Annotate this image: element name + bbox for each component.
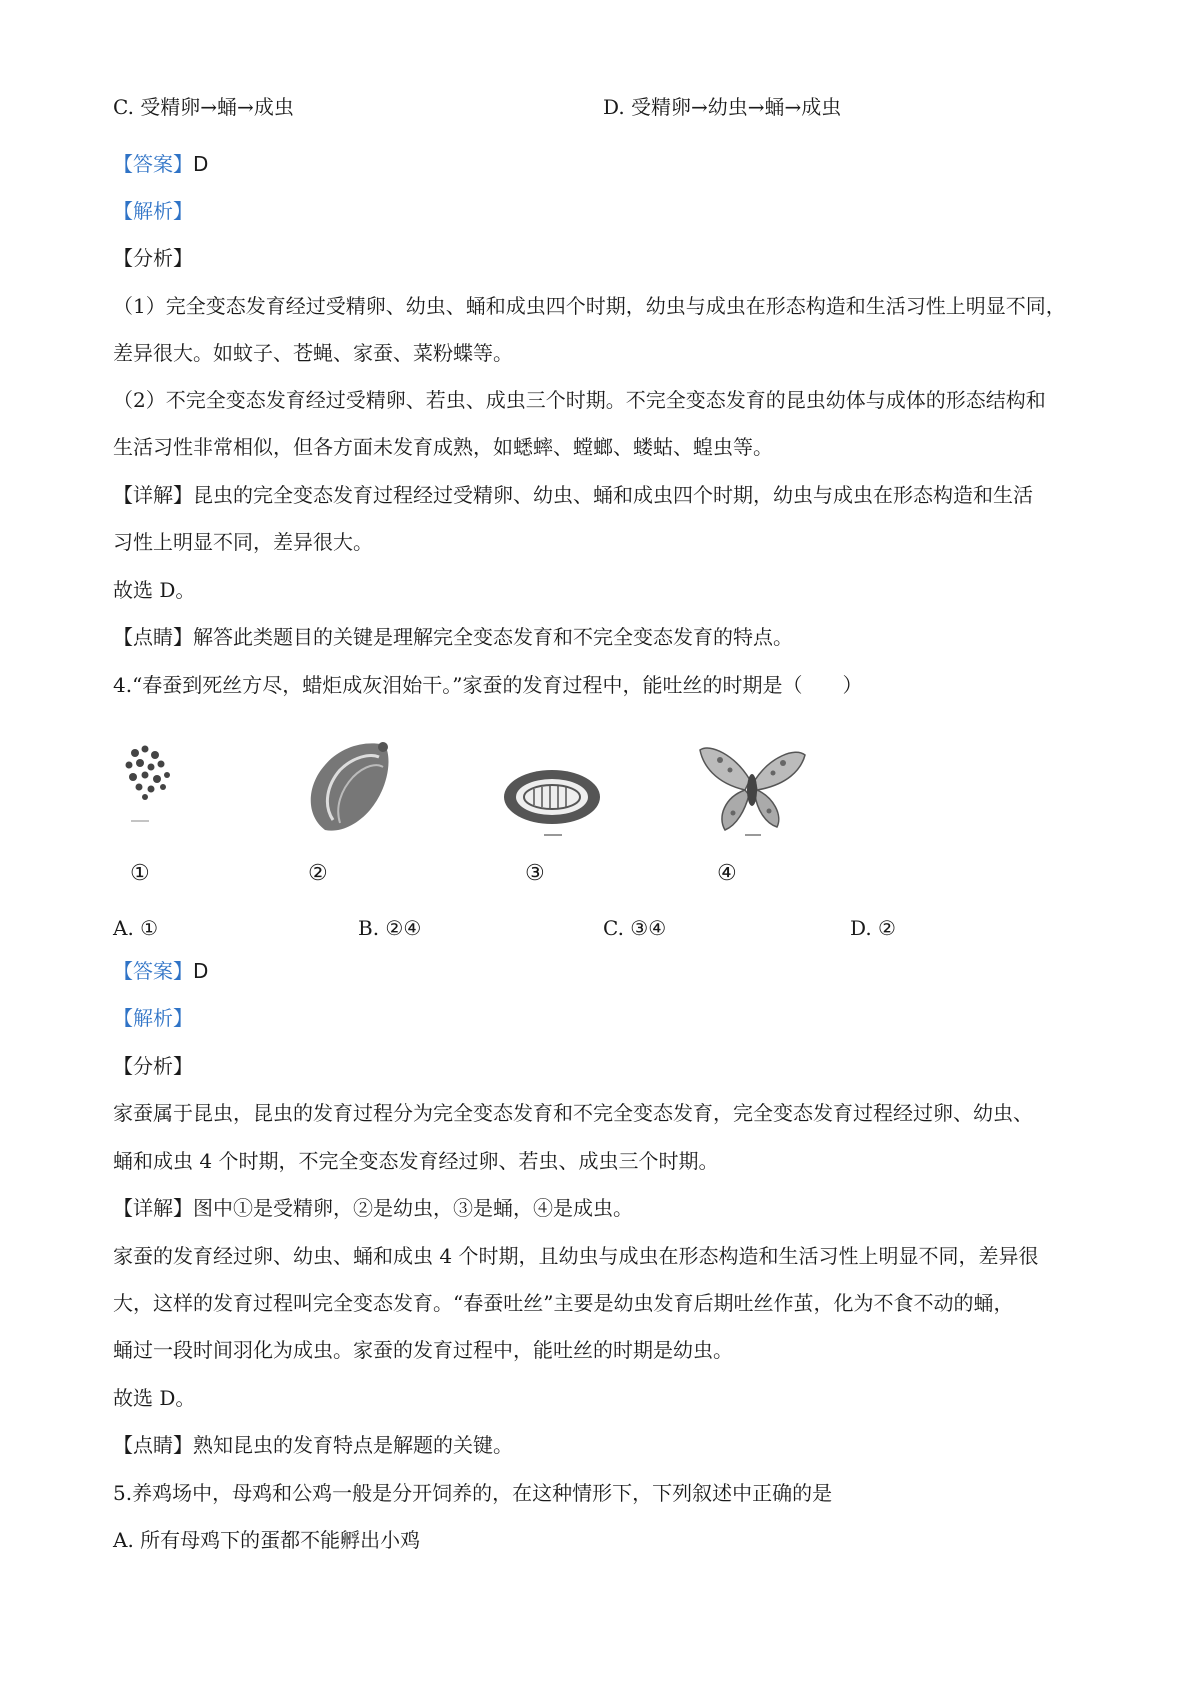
q4-detail-line4: 蛹过一段时间羽化为成虫。家蚕的发育过程中，能吐丝的时期是幼虫。 [113,1338,733,1362]
q4-para1-line2: 蛹和成虫 4 个时期，不完全变态发育经过卵、若虫、成虫三个时期。 [113,1149,719,1173]
q3-answer-line [113,150,208,178]
q4-option-d: D. ② [850,916,896,940]
q4-choose: 故选 D。 [113,1386,196,1410]
q4-analysis-tag: 【解析】 [113,1006,193,1030]
q3-option-d: D. 受精卵→幼虫→蛹→成虫 [603,95,842,119]
larva-image [295,735,405,840]
egg-cluster-image [115,735,195,825]
q4-fenxi-heading: 【分析】 [113,1054,193,1078]
q3-para1-line1: （1）完全变态发育经过受精卵、幼虫、蛹和成虫四个时期，幼虫与成虫在形态构造和生活习性上明显不同， [113,294,1066,318]
q3-comment: 【点睛】解答此类题目的关键是理解完全变态发育和不完全变态发育的特点。 [113,625,793,649]
q5-stem: 5.养鸡场中，母鸡和公鸡一般是分开饲养的，在这种情形下，下列叙述中正确的是 [113,1481,833,1505]
q3-para2-line2: 生活习性非常相似，但各方面未发育成熟，如蟋蟀、螳螂、蝼蛄、蝗虫等。 [113,435,773,459]
q3-choose: 故选 D。 [113,578,196,602]
q3-option-c: C. 受精卵→蛹→成虫 [113,95,294,119]
q4-option-c: C. ③④ [603,916,667,940]
answer-value: D [193,959,209,983]
fig-label-3: ③ [525,861,545,886]
q4-detail-line2: 家蚕的发育经过卵、幼虫、蛹和成虫 4 个时期，且幼虫与成虫在形态构造和生活习性上明显不同，差异很 [113,1244,1039,1268]
q3-detail-line2: 习性上明显不同，差异很大。 [113,530,373,554]
q3-detail-line1: 【详解】昆虫的完全变态发育过程经过受精卵、幼虫、蛹和成虫四个时期，幼虫与成虫在形态构造和生活 [113,483,1033,507]
q3-fenxi-heading: 【分析】 [113,246,193,270]
fig-label-4: ④ [717,861,737,886]
q4-answer-line [113,957,208,985]
q3-para1-line2: 差异很大。如蚊子、苍蝇、家蚕、菜粉蝶等。 [113,341,513,365]
answer-tag: 【答案】 [113,959,193,983]
q4-detail-line3: 大，这样的发育过程叫完全变态发育。“春蚕吐丝”主要是幼虫发育后期吐丝作茧，化为不食不动的蛹， [113,1291,1014,1315]
q4-detail-line1: 【详解】图中①是受精卵，②是幼虫，③是蛹，④是成虫。 [113,1196,633,1220]
fig-label-1: ① [130,861,150,886]
fig-label-2: ② [308,861,328,886]
q3-analysis-tag: 【解析】 [113,199,193,223]
q4-comment: 【点睛】熟知昆虫的发育特点是解题的关键。 [113,1433,513,1457]
answer-value: D [193,152,209,176]
q4-option-a: A. ① [113,916,159,940]
moth-image [695,735,810,840]
q5-option-a: A. 所有母鸡下的蛋都不能孵出小鸡 [113,1528,421,1552]
q4-para1-line1: 家蚕属于昆虫，昆虫的发育过程分为完全变态发育和不完全变态发育，完全变态发育过程经过卵、幼虫、 [113,1101,1033,1125]
q3-para2-line1: （2）不完全变态发育经过受精卵、若虫、成虫三个时期。不完全变态发育的昆虫幼体与成体的形态结构和 [113,388,1046,412]
q4-stem: 4.“春蚕到死丝方尽，蜡炬成灰泪始干。”家蚕的发育过程中，能吐丝的时期是（ ） [113,673,863,697]
q4-option-b: B. ②④ [358,916,422,940]
pupa-image [500,765,605,840]
answer-tag: 【答案】 [113,152,193,176]
